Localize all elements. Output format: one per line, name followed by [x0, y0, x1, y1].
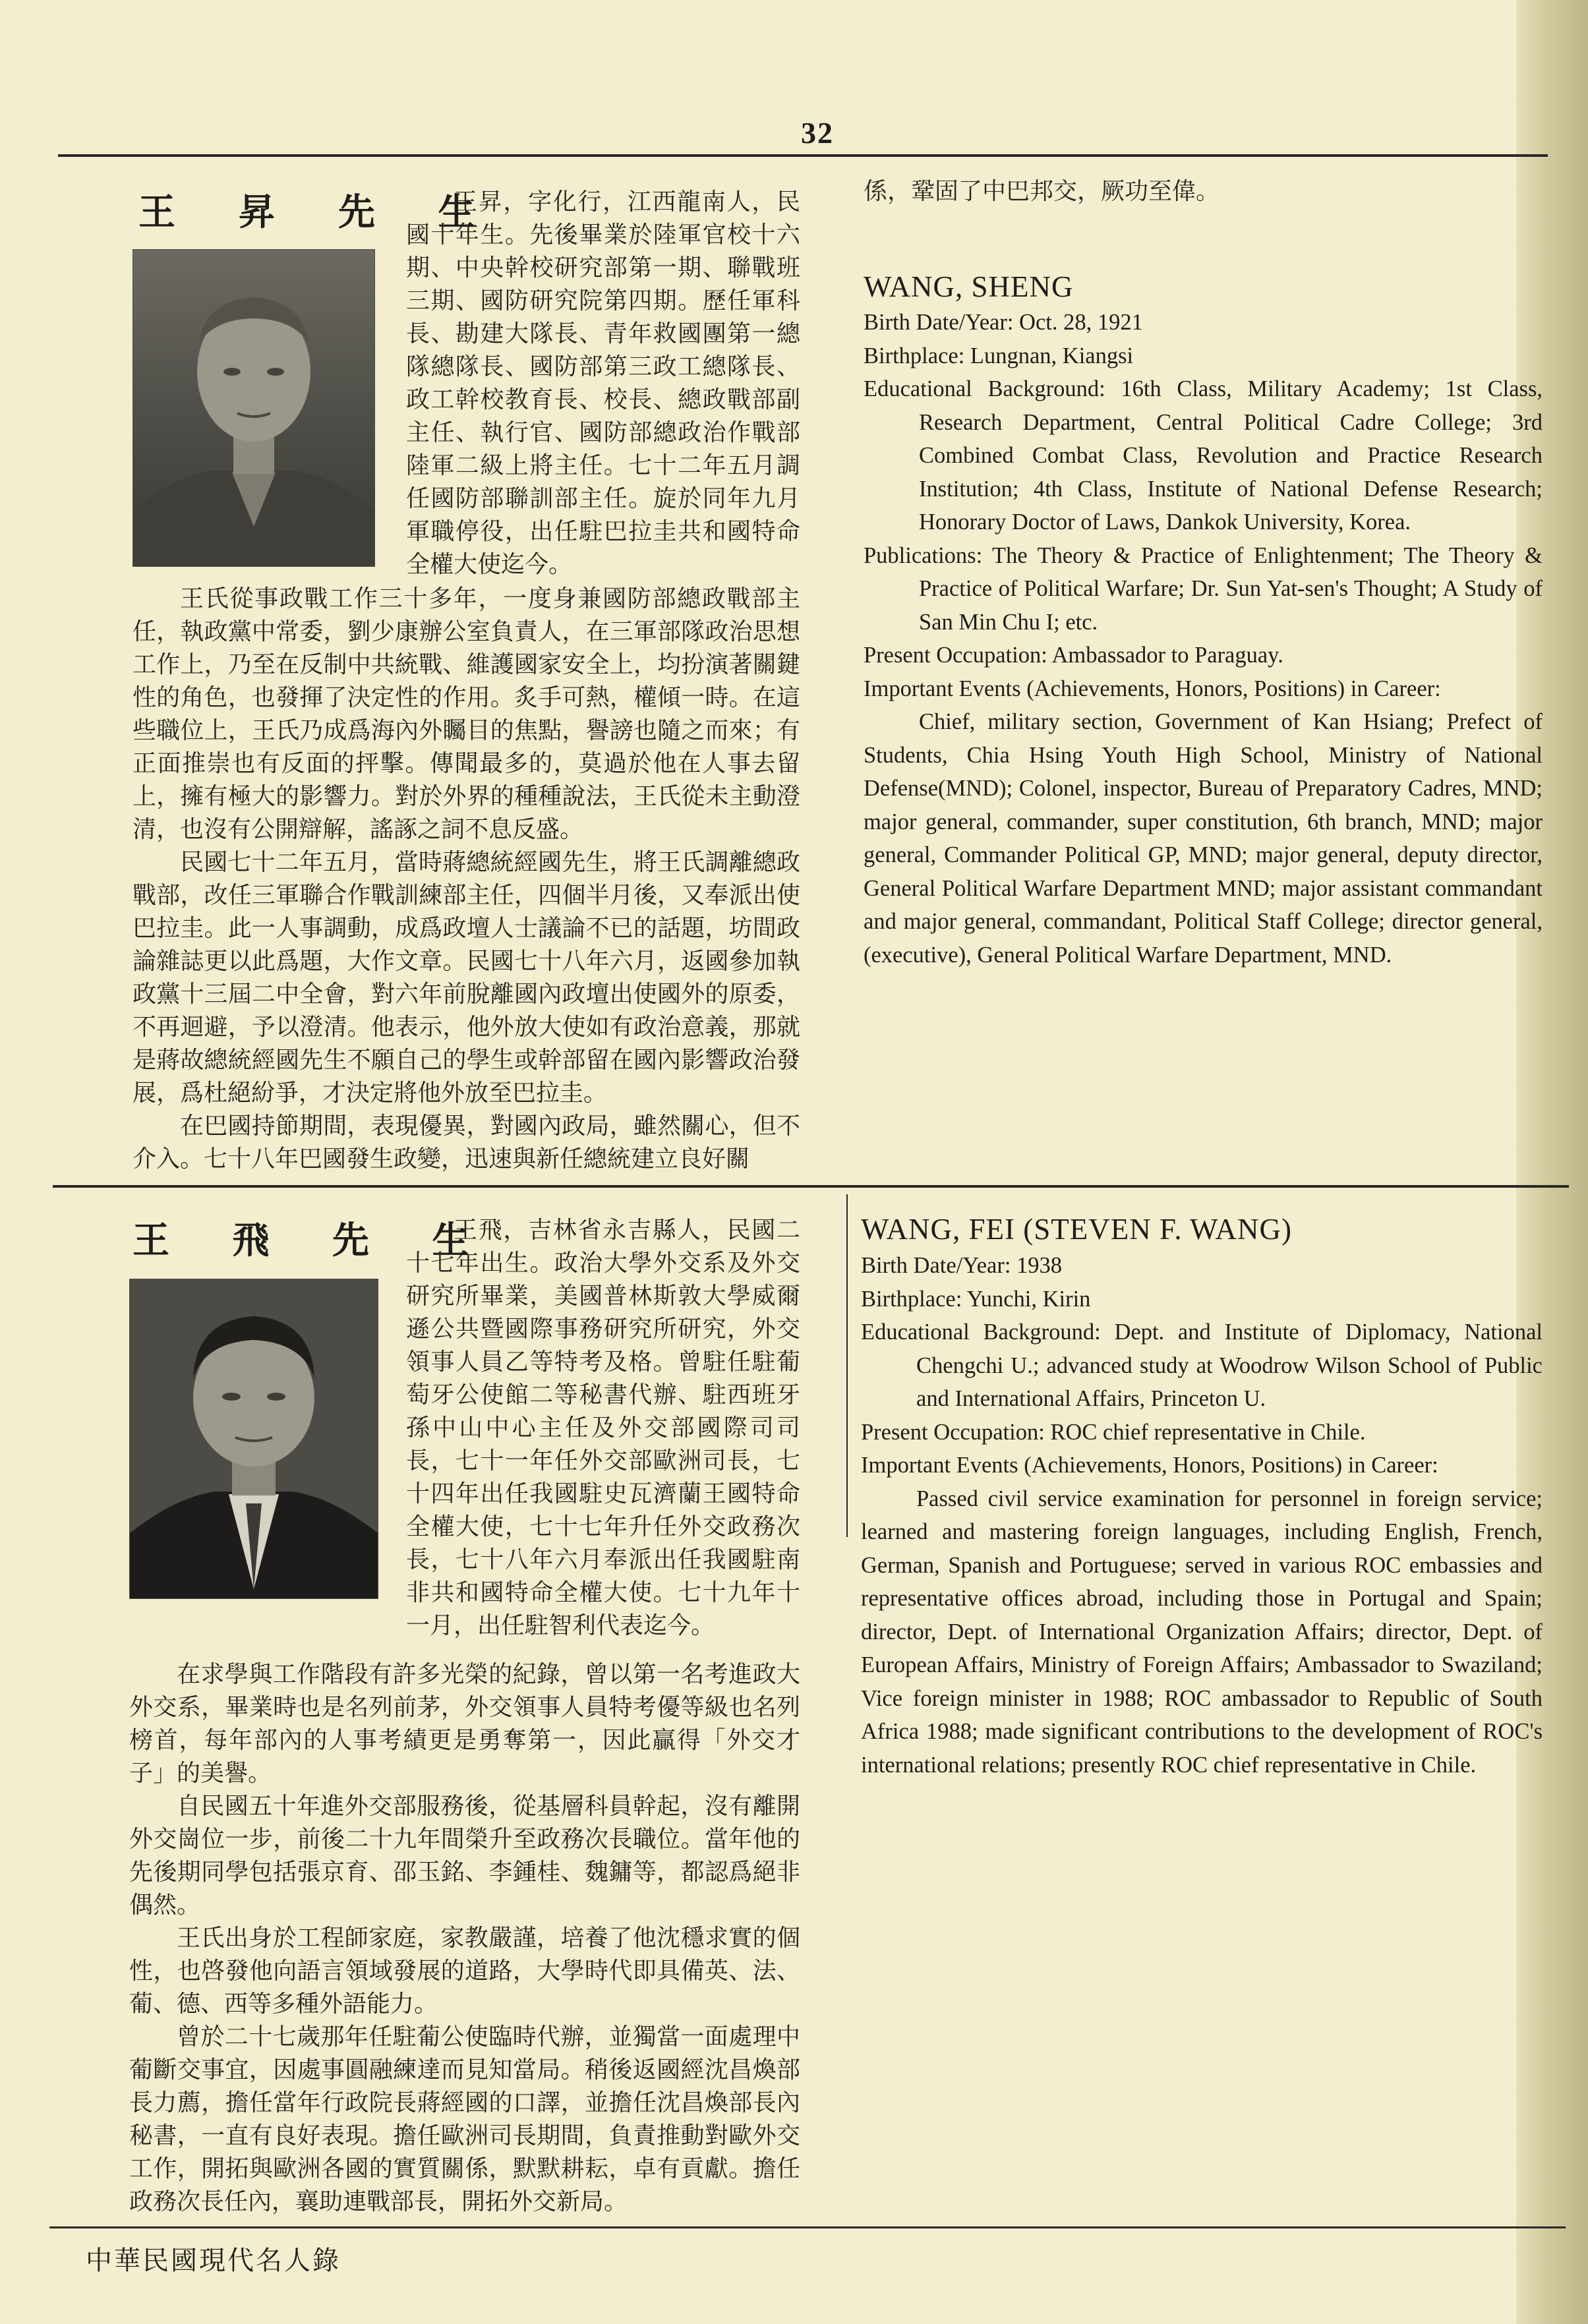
entry-2-chinese-paragraph: 王氏出身於工程師家庭，家教嚴謹，培養了他沈穩求實的個性，也啓發他向語言領域發展的道路，大學時代即具備英、法、葡、德、西等多種外語能力。	[129, 1925, 800, 2018]
entry-2-chinese-paragraph: 在求學與工作階段有許多光榮的紀錄，曾以第一名考進政大外交系，畢業時也是名列前茅，外交領事人員特考優等級也名列榜首，每年部內的人事考績更是勇奪第一，因此贏得「外交才子」的美譽。	[129, 1661, 800, 1787]
entry-divider	[53, 1185, 1569, 1188]
entry-2-chinese-body	[129, 1658, 800, 2219]
entry-2-english-name: WANG, FEI (STEVEN F. WANG)	[861, 1213, 1293, 1246]
entry-2-portrait	[129, 1279, 378, 1599]
entry-1-publications: Publications: The Theory & Practice of Enlightenment; The Theory & Practice of Political Warfare; Dr. Sun Yat-sen's Thought; A Study of San Min Chu I; etc.	[864, 542, 1543, 635]
portrait-illustration	[130, 1279, 378, 1598]
entry-1-chinese-body	[132, 583, 800, 1176]
entry-2-chinese-name: 王 飛 先 生	[132, 1219, 494, 1262]
entry-2-birth-date: Birth Date/Year: 1938	[861, 1253, 1063, 1278]
entry-1-birthplace: Birthplace: Lungnan, Kiangsi	[864, 343, 1134, 368]
footer-book-title: 中華民國現代名人錄	[86, 2246, 341, 2276]
entry-2-chinese-lead-text: 王飛，吉林省永吉縣人，民國二十七年出生。政治大學外交系及外交研究所畢業，美國普林斯敦大學威爾遜公共暨國際事務研究所研究，外交領事人員乙等特考及格。曾駐任駐葡萄牙公使館二等秘書代辦、駐西班牙孫中山中心主任及外交部國際司司長，七十一年任外交部歐洲司長，七十四年出任我國駐史瓦濟蘭王國特命全權大使，七十七年升任外交政務次長，七十八年六月奉派出任我國駐南非共和國特命全權大使。七十九年十一月，出任駐智利代表迄今。	[406, 1217, 800, 1639]
entry-2-english-block	[861, 1249, 1543, 1782]
entry-1-birth-date: Birth Date/Year: Oct. 28, 1921	[864, 310, 1143, 335]
entry-1-chinese-paragraph: 王氏從事政戰工作三十多年，一度身兼國防部總政戰部主任，執政黨中常委，劉少康辦公室負責人，在三軍部隊政治思想工作上，乃至在反制中共統戰、維護國家安全上，均扮演著關鍵性的角色，也發揮了決定性的作用。炙手可熱，權傾一時。在這些職位上，王氏乃成爲海內外矚目的焦點，譽謗也隨之而來；有正面推崇也有反面的抨擊。傳聞最多的，莫過於他在人事去留上，擁有極大的影響力。對於外界的種種說法，王氏從未主動澄清，也沒有公開辯解，謠諑之詞不息反盛。	[132, 585, 800, 843]
entry-1-chinese-paragraph: 民國七十二年五月，當時蔣總統經國先生，將王氏調離總政戰部，改任三軍聯合作戰訓練部主任，四個半月後，又奉派出使巴拉圭。此一人事調動，成爲政壇人士議論不已的話題，坊間政論雜誌更以此爲題，大作文章。民國七十八年六月，返國參加執政黨十三屆二中全會，對六年前脫離國內政壇出使國外的原委，不再迴避，予以澄清。他表示，他外放大使如有政治意義，那就是蔣故總統經國先生不願自己的學生或幹部留在國內影響政治發展，爲杜絕紛爭，才決定將他外放至巴拉圭。	[132, 849, 800, 1107]
entry-1-chinese-name: 王 昇 先 生	[138, 191, 500, 234]
entry-2-occupation: Present Occupation: ROC chief representative in Chile.	[861, 1419, 1366, 1445]
entry-1-english-name: WANG, SHENG	[864, 270, 1074, 303]
entry-2-chinese-paragraph: 曾於二十七歲那年任駐葡公使臨時代辦，並獨當一面處理中葡斷交事宜，因處事圓融練達而見知當局。稍後返國經沈昌煥部長力薦，擔任當年行政院長蔣經國的口譯，並擔任沈昌煥部長內秘書，一直有良好表現。擔任歐洲司長期間，負責推動對歐外交工作，開拓與歐洲各國的實質關係，默默耕耘，卓有貢獻。擔任政務次長任內，襄助連戰部長，開拓外交新局。	[129, 2023, 800, 2215]
entry-2-events-body: Passed civil service examination for personnel in foreign service; learned and mastering foreign languages, including English, French, German, Spanish and Portuguese; served in various ROC embassies and representative offices abroad, including those in Portugal and Spain; director, Dept. of International Organization Affairs; director, Dept. of European Affairs, Ministry of Foreign Affairs; Ambassador to Swaziland; Vice foreign minister in 1988; ROC ambassador to Republic of South Africa 1988; made significant contributions to the development of ROC's international relations; presently ROC chief representative in Chile.	[861, 1486, 1543, 1778]
entry-2-events-heading: Important Events (Achievements, Honors, Positions) in Career:	[861, 1453, 1438, 1478]
entry-1-portrait	[132, 249, 375, 567]
entry-1-events-body: Chief, military section, Government of Kan Hsiang; Prefect of Students, Chia Hsing Youth High School, Ministry of National Defense(MND); Colonel, inspector, Bureau of Preparatory Cadres, MND; major general, commander, super constitution, 6th branch, MND; major general, Commander Political GP, MND; major general, deputy director, General Political Warfare Department MND; major assistant commandant and major general, commandant, Political Staff College; director general, (executive), General Political Warfare Department, MND.	[864, 709, 1543, 968]
entry-1-occupation: Present Occupation: Ambassador to Paraguay.	[864, 643, 1283, 668]
entry-2-chinese-paragraph: 自民國五十年進外交部服務後，從基層科員幹起，沒有離開外交崗位一步，前後二十九年間榮升至政務次長職位。當年他的先後期同學包括張京育、邵玉銘、李鍾桂、魏鏞等，都認爲絕非偶然。	[129, 1793, 800, 1919]
entry-1-chinese-paragraph: 在巴國持節期間，表現優異，對國內政局，雖然關心，但不介入。七十八年巴國發生政變，迅速與新任總統建立良好關	[132, 1113, 800, 1173]
page-number: 32	[801, 116, 834, 150]
entry-2-chinese-lead	[406, 1214, 800, 1642]
footer-rule	[49, 2226, 1566, 2228]
entry-1-chinese-continuation: 係，鞏固了中巴邦交，厥功至偉。	[864, 178, 1220, 205]
entry-1-chinese-lead-text: 王昇，字化行，江西龍南人，民國十年生。先後畢業於陸軍官校十六期、中央幹校研究部第一期、聯戰班三期、國防研究院第四期。歷任軍科長、勘建大隊長、青年救國團第一總隊總隊長、國防部第三政工總隊長、政工幹校教育長、校長、總政戰部副主任、執行官、國防部總政治作戰部陸軍二級上將主任。七十二年五月調任國防部聯訓部主任。旋於同年九月軍職停役，出任駐巴拉圭共和國特命全權大使迄今。	[406, 189, 800, 578]
portrait-illustration	[133, 250, 374, 566]
top-rule	[58, 154, 1548, 157]
entry-1-english-block	[864, 306, 1543, 972]
entry-1-events-heading: Important Events (Achievements, Honors, Positions) in Career:	[864, 676, 1441, 701]
entry-1-chinese-lead	[406, 186, 800, 581]
column-divider	[846, 1194, 848, 1537]
entry-2-education: Educational Background: Dept. and Institute of Diplomacy, National Chengchi U.; advanced study at Woodrow Wilson School of Public and International Affairs, Princeton U.	[861, 1320, 1543, 1411]
entry-1-education: Educational Background: 16th Class, Military Academy; 1st Class, Research Department, Central Political Cadre College; 3rd Combined Combat Class, Revolution and Practice Research Institution; 4th Class, Institute of National Defense Research; Honorary Doctor of Laws, Dankok University, Korea.	[864, 376, 1543, 535]
entry-2-birthplace: Birthplace: Yunchi, Kirin	[861, 1286, 1091, 1312]
